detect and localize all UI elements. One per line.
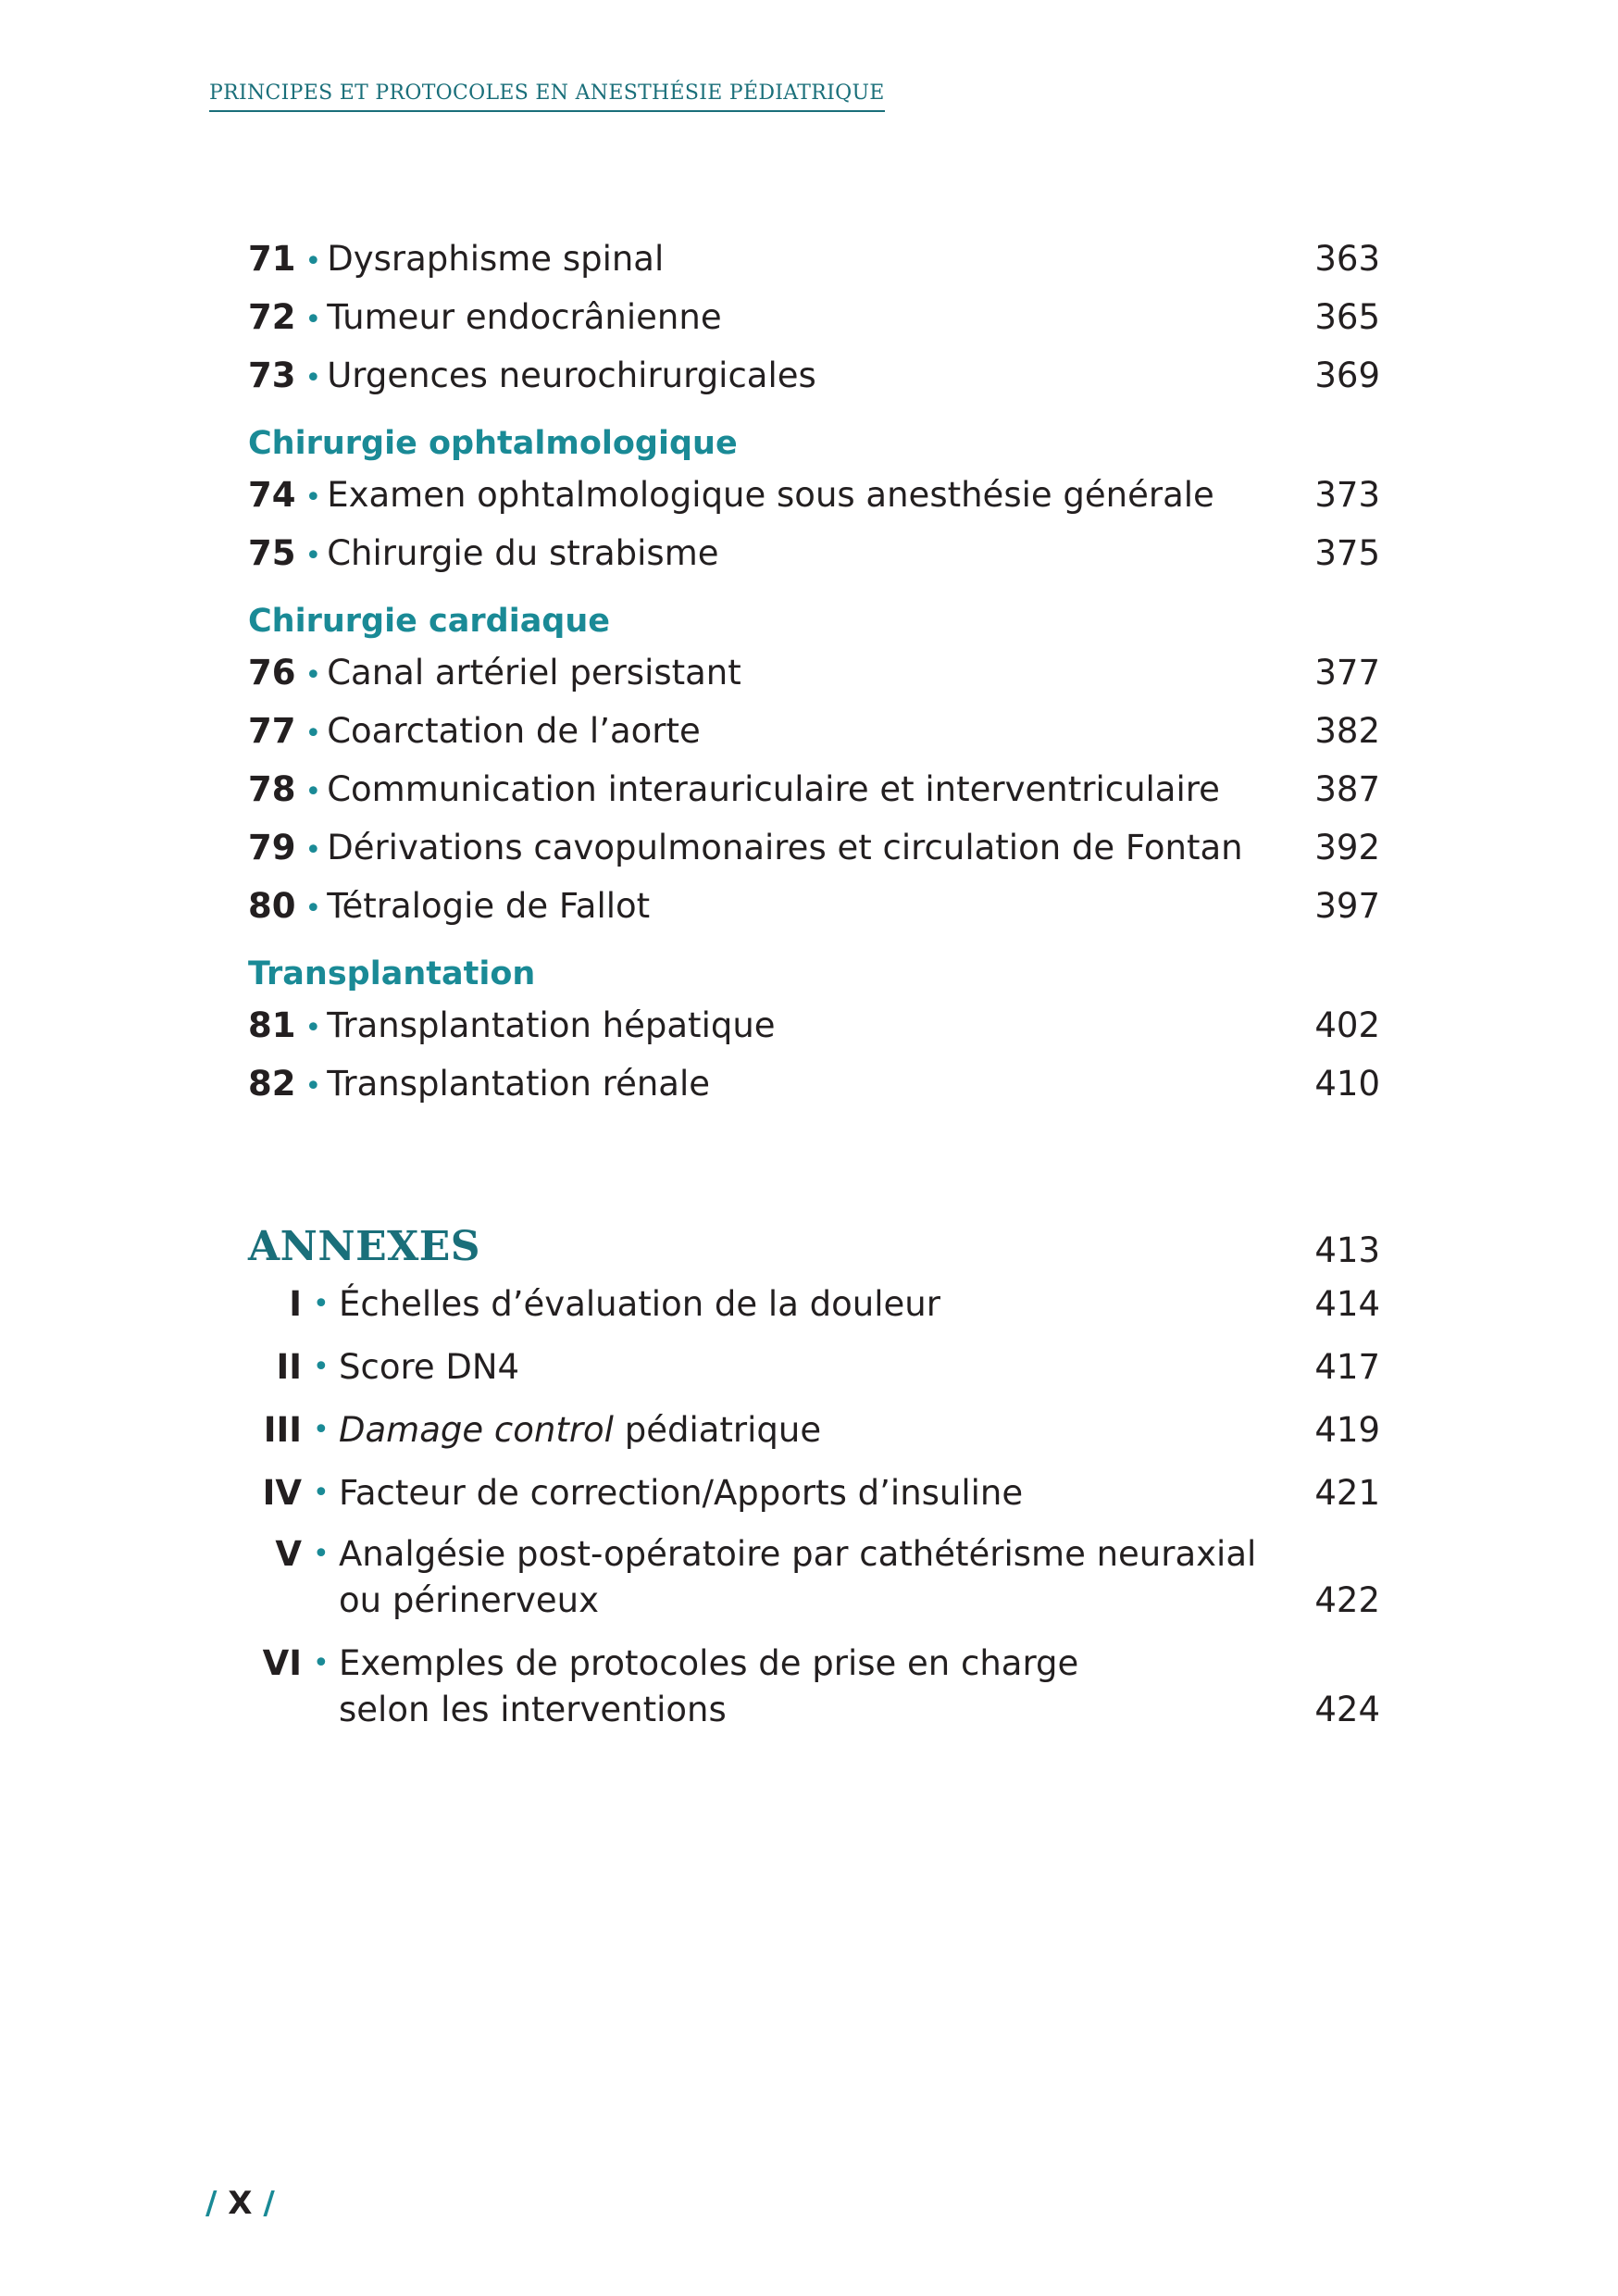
chapter-title: Dysraphisme spinal	[327, 239, 665, 279]
chapter-number: 79	[248, 828, 296, 867]
bullet-icon: •	[313, 1414, 330, 1446]
annex-title-italic: Damage control	[339, 1410, 614, 1450]
toc-entry[interactable]	[248, 230, 1380, 288]
annex-entry[interactable]	[248, 1641, 1380, 1733]
toc-entry[interactable]	[248, 760, 1380, 818]
chapter-number: 73	[248, 356, 296, 395]
annexes-title: ANNEXES	[248, 1223, 481, 1270]
annex-title: pédiatrique	[613, 1410, 822, 1450]
toc-entry[interactable]	[248, 702, 1380, 760]
page-number: 377	[1314, 653, 1380, 693]
bullet-icon: •	[305, 245, 322, 278]
annex-number: II	[276, 1347, 302, 1387]
bullet-icon: •	[305, 776, 322, 808]
page-number: 402	[1314, 1005, 1380, 1045]
page-number: 419	[1314, 1410, 1380, 1450]
annex-number: VI	[262, 1643, 302, 1683]
page-number: 413	[1314, 1230, 1380, 1270]
annex-number: IV	[262, 1473, 302, 1513]
chapter-number: 75	[248, 533, 296, 573]
annex-title: Score DN4	[339, 1347, 520, 1387]
section-heading-transplantation: Transplantation	[248, 955, 536, 992]
chapter-title: Coarctation de l’aorte	[327, 711, 701, 751]
page-number: 387	[1314, 769, 1380, 809]
bullet-icon: •	[305, 718, 322, 750]
toc-entry[interactable]	[248, 877, 1380, 935]
page-number: 373	[1314, 475, 1380, 515]
toc-entry[interactable]	[248, 643, 1380, 702]
chapter-number: 82	[248, 1064, 296, 1104]
chapter-number: 74	[248, 475, 296, 515]
toc-entry[interactable]	[248, 524, 1380, 582]
page-number: 382	[1314, 711, 1380, 751]
annex-entry[interactable]	[248, 1407, 1380, 1454]
folio	[205, 2185, 275, 2222]
bullet-icon: •	[305, 892, 322, 925]
page-number: 363	[1314, 239, 1380, 279]
page-number: 392	[1314, 828, 1380, 867]
bullet-icon: •	[305, 362, 322, 394]
section-heading-cardiaque: Chirurgie cardiaque	[248, 603, 611, 640]
folio-slash: /	[263, 2185, 275, 2222]
chapter-title: Tumeur endocrânienne	[327, 297, 722, 337]
chapter-title: Examen ophtalmologique sous anesthésie générale	[327, 475, 1214, 515]
page-number: 424	[1314, 1690, 1380, 1729]
page-number: 410	[1314, 1064, 1380, 1104]
toc-entry[interactable]	[248, 346, 1380, 405]
annex-title-continued: ou périnerveux	[339, 1580, 600, 1620]
chapter-title: Communication interauriculaire et interventriculaire	[327, 769, 1220, 809]
page-number: 365	[1314, 297, 1380, 337]
page-number: 414	[1314, 1284, 1380, 1324]
page-number: 369	[1314, 356, 1380, 395]
page-number: 375	[1314, 533, 1380, 573]
annex-title: Facteur de correction/Apports d’insuline	[339, 1473, 1024, 1513]
annexes-header[interactable]	[248, 1215, 1380, 1279]
page-number: 417	[1314, 1347, 1380, 1387]
bullet-icon: •	[313, 1351, 330, 1383]
running-head: PRINCIPES ET PROTOCOLES EN ANESTHÉSIE PÉDIATRIQUE	[209, 81, 885, 112]
chapter-title: Dérivations cavopulmonaires et circulation de Fontan	[327, 828, 1243, 867]
annex-entry[interactable]	[248, 1281, 1380, 1328]
chapter-number: 71	[248, 239, 296, 279]
page-number: 397	[1314, 886, 1380, 926]
bullet-icon: •	[313, 1477, 330, 1509]
bullet-icon: •	[305, 1012, 322, 1044]
folio-number: X	[228, 2185, 253, 2222]
toc-entry[interactable]	[248, 288, 1380, 346]
chapter-title: Canal artériel persistant	[327, 653, 741, 693]
annex-number: III	[263, 1410, 302, 1450]
annex-entry[interactable]	[248, 1344, 1380, 1391]
chapter-number: 78	[248, 769, 296, 809]
bullet-icon: •	[313, 1288, 330, 1320]
bullet-icon: •	[305, 834, 322, 867]
page-number: 421	[1314, 1473, 1380, 1513]
section-heading-ophtalmologie: Chirurgie ophtalmologique	[248, 425, 738, 462]
annex-title-continued: selon les interventions	[339, 1690, 727, 1729]
chapter-number: 81	[248, 1005, 296, 1045]
chapter-title: Tétralogie de Fallot	[327, 886, 651, 926]
toc-entry[interactable]	[248, 818, 1380, 877]
toc-entry[interactable]	[248, 466, 1380, 524]
chapter-title: Transplantation hépatique	[327, 1005, 776, 1045]
toc-entry[interactable]	[248, 996, 1380, 1054]
chapter-number: 80	[248, 886, 296, 926]
bullet-icon: •	[305, 1070, 322, 1103]
annex-title: Échelles d’évaluation de la douleur	[339, 1284, 940, 1324]
table-of-contents	[248, 230, 1380, 1113]
toc-entry[interactable]	[248, 1054, 1380, 1113]
bullet-icon: •	[305, 540, 322, 572]
bullet-icon: •	[313, 1647, 330, 1679]
annex-title: Analgésie post-opératoire par cathétérisme neuraxial	[339, 1534, 1257, 1574]
annexes-section	[248, 1215, 1380, 1733]
bullet-icon: •	[313, 1538, 330, 1570]
annex-title: Exemples de protocoles de prise en charge	[339, 1643, 1079, 1683]
annex-entry[interactable]	[248, 1531, 1380, 1624]
chapter-number: 72	[248, 297, 296, 337]
page-number: 422	[1314, 1580, 1380, 1620]
chapter-title: Urgences neurochirurgicales	[327, 356, 816, 395]
chapter-number: 77	[248, 711, 296, 751]
annex-entry[interactable]	[248, 1470, 1380, 1516]
bullet-icon: •	[305, 304, 322, 336]
chapter-number: 76	[248, 653, 296, 693]
annex-number: V	[275, 1534, 302, 1574]
chapter-title: Transplantation rénale	[327, 1064, 711, 1104]
annex-number: I	[289, 1284, 302, 1324]
bullet-icon: •	[305, 659, 322, 692]
chapter-title: Chirurgie du strabisme	[327, 533, 719, 573]
bullet-icon: •	[305, 481, 322, 514]
folio-slash: /	[205, 2185, 218, 2222]
